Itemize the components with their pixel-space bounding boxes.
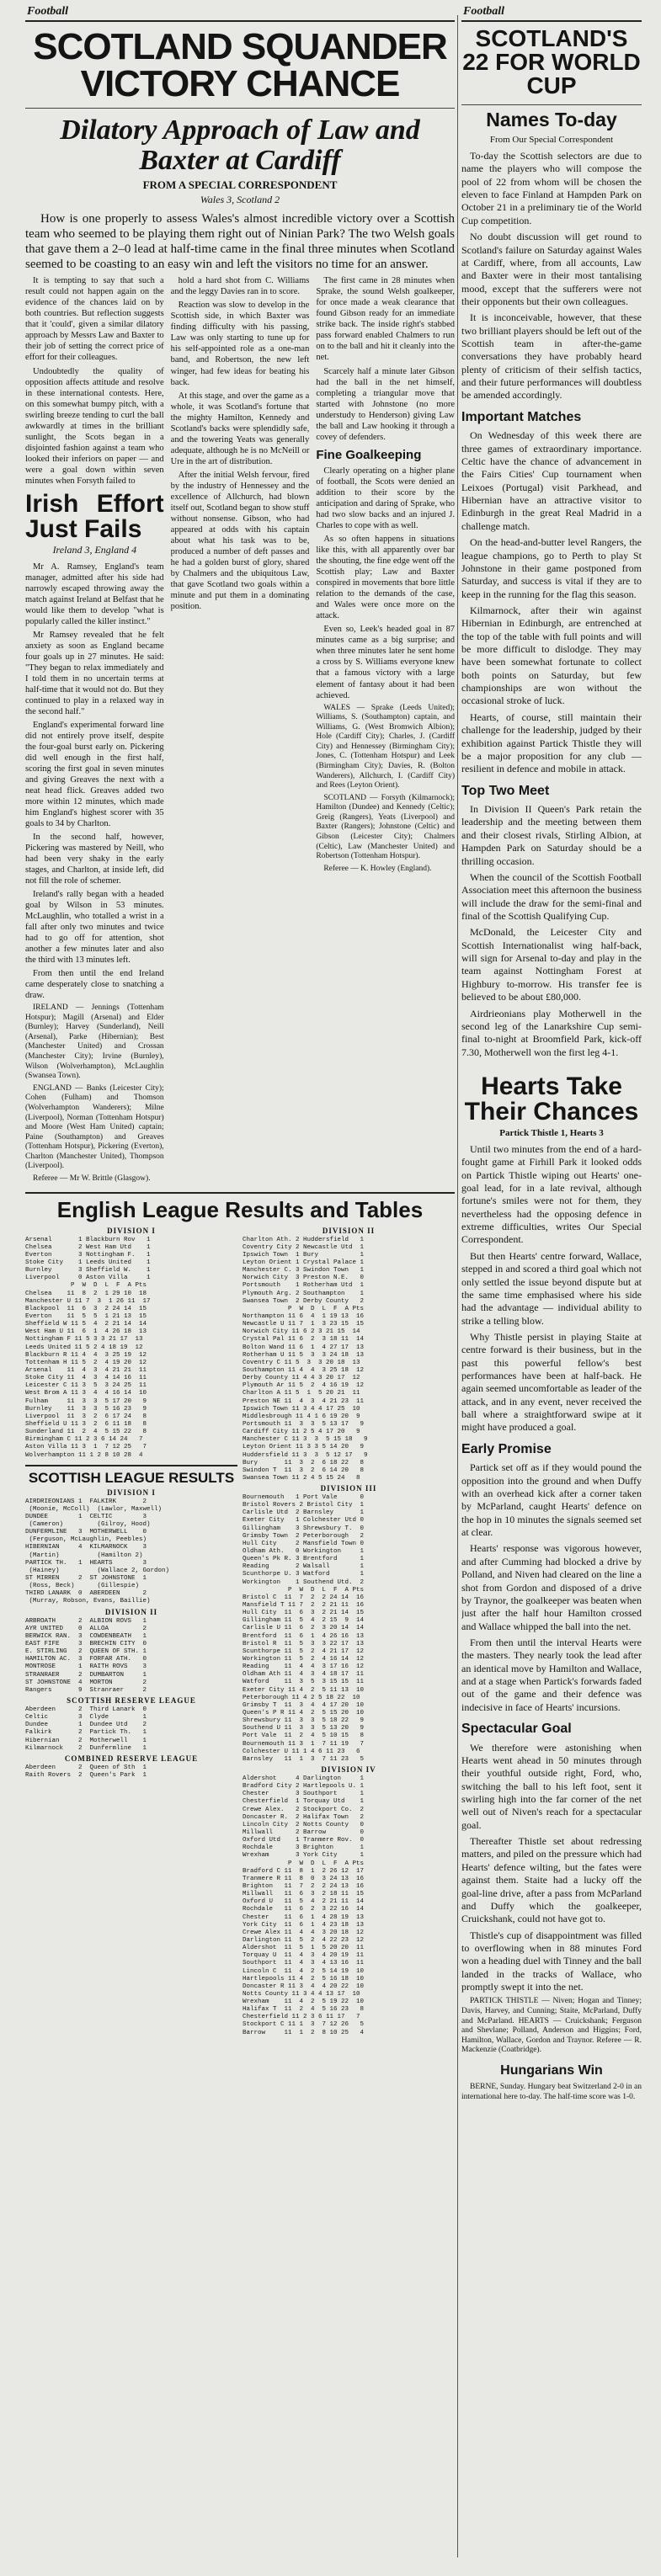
paragraph: Thistle's cup of disappointment was filled to overflowing when in 88 minutes Ford won a heading duel with Tinney and the ball landed in the tracks of Wallace, who promptly swept it into the net. [461, 1929, 642, 1993]
division-label: DIVISION I [107, 1488, 156, 1497]
results-block: ARBROATH 2 ALBION ROVS 1 AYR UNITED 0 ALLOA 2 BERWICK RAN. 3 COWDENBEATH 1 EAST FIFE 3 BRECHIN CITY 0 E. STIRLING 2 QUEEN OF STH. 1 HAMILTON AC. 3 FORFAR ATH. 0 MONTROSE 1 RAITH ROVS 3 STRANRAER 2 DUMBARTON 1 ST JOHNSTONE 4 MORTON 2 Rangers 9 Stranraer 2 [25, 1617, 147, 1694]
hearts-headline: Hearts Take Their Chances [464, 1072, 639, 1126]
scottish-league-header: SCOTTISH LEAGUE RESULTS [25, 1465, 237, 1487]
league-col-2 [243, 1225, 455, 2037]
hearts-article [461, 1143, 642, 2103]
results-block: Aldershot 4 Darlington 1 Bradford City 2 Hartlepools U. 1 Chester 3 Southport 1 Chesterfield 1 Torquay Utd 1 Crewe Alex. 2 Stockport Co. 2 Doncaster R. 2 Halifax Town 2 Lincoln City 2 Notts County 0 Millwall 2 Barrow 0 Oxford Utd 1 Tranmere Rov. 0 Rochdale 3 Brighton 1 Wrexham 3 York City 1 [243, 1775, 365, 1860]
paragraph: Kilmarnock, after their win against Hibernian in Edinburgh, are entrenched at the top of the table with full points and will be more difficult to dislodge. They may have been somewhat fortunate to collect both points on Saturday, but few championships are won without the occasional stroke of luck. [461, 604, 642, 707]
paragraph: Undoubtedly the quality of opposition affects attitude and resolve in these international contests. Here, on this somewhat bumpy pitch, with a swirling breeze tending to curl the ball awkwardly at times in the brilliant sunlight, the Scots began in a disjointed fashion against a team who looked their inferiors on paper — and were a goal down within seven minutes when Forsyth failed to [25, 366, 164, 486]
article-col-2 [171, 275, 310, 1186]
paragraph: On the head-and-butter level Rangers, the league champions, go to Perth to play St Johnstone in their game postponed from Saturday, and success is vital if they are to keep in the running for the flag this season. [461, 536, 642, 600]
right-headline: SCOTLAND'S 22 FOR WORLD CUP [462, 25, 641, 98]
paragraph: It is tempting to say that such a result could not happen again on the evidence of the chances laid on by both countries. But reflection suggests that it 'could', given a similar dilatory approach by Messrs Law and Baxter to their job of setting the correct price of effort for their colleagues. [25, 276, 164, 363]
crosshead: Fine Goalkeeping [316, 447, 422, 462]
hearts-score: Partick Thistle 1, Hearts 3 [499, 1127, 604, 1138]
section-label: Football [461, 0, 642, 22]
paragraph: Clearly operating on a higher plane of football, the Scots were denied an addition to their score by the anticipation and daring of Sprake, who had two slow backs and an injured J. Charles to cope with as well. [316, 466, 455, 531]
byline: From Our Special Correspondent [489, 135, 614, 145]
paragraph: In Division II Queen's Park retain the leadership and the meeting between them and their closest rivals, Stirling Albion, at Hampden Park on Saturday should be a thrilling occasion. [461, 803, 642, 867]
paragraph: Reaction was slow to develop in the Scottish side, in which Baxter was finding difficulty with his passing, Law was only starting to tune up for his self-appointed role as a one-man band, and Robertson, the new left winger, had few ideas for beating his back. [170, 301, 310, 387]
paragraph: But then Hearts' centre forward, Wallace, stepped in and scored a third goal which not only settled the issue beyond dispute but at the same time emphasised where his side had the advantage — individual ability to strike a telling blow. [461, 1249, 642, 1327]
names-headline: Names To-day [486, 109, 617, 130]
results-block: Aberdeen 2 Third Lanark 0 Celtic 3 Clyde 1 Dundee 1 Dundee Utd 2 Falkirk 2 Partick Th. 1 Hibernian 2 Motherwell 1 Kilmarnock 2 Dunfermline 1 [25, 1706, 147, 1752]
paragraph: We therefore were astonishing when Hearts went ahead in 50 minutes through their youthful outside right, Ford, who, switching the ball to his left foot, sent it swirling high into the far corner of the net well out of Niven's reach for a spectacular goal. [461, 1741, 642, 1831]
league-col-1 [25, 1225, 237, 2037]
match-score: Wales 3, Scotland 2 [200, 194, 280, 206]
division-label: COMBINED RESERVE LEAGUE [64, 1754, 199, 1763]
paragraph: The first came in 28 minutes when Sprake, the sound Welsh goalkeeper, for once made a weak clearance that found Gibson ready for an immediate strike back. The inside right's stabbed pass forward enabled Chalmers to run on to the ball and hit it cleanly into the net. [316, 276, 455, 363]
paragraph: BERNE, Sunday. Hungary beat Switzerland 2-0 in an international here to-day. The half-time score was 1-0. [461, 2083, 642, 2101]
league-table: P W D L F A Pts Bradford C 11 8 1 2 26 12 17 Tranmere R 11 8 0 3 24 13 16 Brighton 11 7 2 2 24 13 16 Millwall 11 6 3 2 18 11 15 Oxford U 11 5 4 2 21 11 14 Rochdale 11 6 2 3 22 16 14 Chester 11 6 1 4 28 19 13 York City 11 6 1 4 23 18 13 Crewe Alex 11 4 4 3 20 18 12 Darlington 11 5 2 4 22 23 12 Aldershot 11 5 1 5 20 20 11 Torquay U 11 4 3 4 20 19 11 Southport 11 4 3 4 13 16 11 Lincoln C 11 4 2 5 14 19 10 Hartlepools 11 4 2 5 16 18 10 Doncaster R 11 3 4 4 20 22 10 Notts County 11 3 4 4 13 17 10 Wrexham 11 4 2 5 19 22 10 Halifax T 11 2 4 5 16 23 8 Chesterfield 11 2 3 6 11 17 7 Stockport C 11 1 3 7 12 26 5 Barrow 11 1 2 8 10 25 4 [243, 1860, 365, 2036]
paragraph: Hearts' response was vigorous however, and after Cumming had blocked a drive by Polland, and Niven had cleared on the line a shot from Gordon and disposed of a drive by Traynor, the goalkeeper was beaten when just after the half hour Hamilton crossed and Wallace whipped the ball into the net. [461, 1542, 642, 1632]
byline: FROM A SPECIAL CORRESPONDENT [142, 178, 338, 192]
league-table: P W D L F A Pts Chelsea 11 8 2 1 29 10 18 Manchester U 11 7 3 1 26 11 17 Blackpool 11 6 3 2 24 14 15 Everton 11 5 5 1 21 13 15 Sheffield W 11 5 4 2 21 14 14 West Ham U 11 6 1 4 26 18 13 Nottingham F 11 5 3 3 21 17 13 Leeds United 11 5 2 4 18 19 12 Blackburn R 11 4 4 3 25 19 12 Tottenham H 11 5 2 4 19 20 12 Arsenal 11 4 3 4 21 21 11 Stoke City 11 4 3 4 14 16 11 Leicester C 11 3 5 3 24 25 11 West Brom A 11 3 4 4 16 14 10 Fulham 11 3 3 5 17 20 9 Burnley 11 3 3 5 16 23 9 Liverpool 11 3 2 6 17 24 8 Sheffield U 11 3 2 6 11 18 8 Sunderland 11 2 4 5 15 22 8 Birmingham C 11 2 3 6 14 24 7 Aston Villa 11 3 1 7 12 25 7 Wolverhampton 11 1 2 8 10 28 4 [25, 1282, 151, 1459]
paragraph: Hearts, of course, still maintain their challenge for the leadership, judged by their exhibition against Partick Thistle they will be a major proposition for any club — resilient in defence and mobile in attack. [461, 711, 642, 775]
article-col-3 [316, 275, 455, 1186]
results-block: Arsenal 1 Blackburn Rov 1 Chelsea 2 West Ham Utd 1 Everton 3 Nottingham F. 1 Stoke City 1 Leeds United 1 Burnley 3 Sheffield W. 1 Liverpool 0 Aston Villa 1 [25, 1236, 151, 1282]
team-list: IRELAND — Jennings (Tottenham Hotspur); Magill (Arsenal) and Elder (Burnley); Harvey (Sunderland), Neill (Arsenal), Parke (Hibernian); Best (Manchester United) and Crossan (Manchester City); Irvine (Burnley), Wilson (Wolverhampton), McLaughlin (Swansea Town). [25, 1003, 164, 1081]
crosshead: Top Two Meet [461, 783, 550, 798]
paragraph: Scarcely half a minute later Gibson had the ball in the net himself, completing a triangular move that started with Johnstone (no more understudy to Henderson) giving Law the ball and Law hooking it through a covey of defenders. [316, 366, 455, 442]
results-block: Charlton Ath. 2 Huddersfield 1 Coventry City 2 Newcastle Utd 1 Ipswich Town 1 Bury 1 Leyton Orient 1 Crystal Palace 1 Manchester C. 3 Swindon Town 1 Norwich City 3 Preston N.E. 0 Portsmouth 1 Rotherham Utd 1 Plymouth Arg. 2 Southampton 1 Swansea Town 2 Derby County 2 [243, 1236, 365, 1305]
division-label: DIVISION I [107, 1226, 156, 1235]
headline-rule [25, 108, 455, 109]
english-league-header: English League Results and Tables [25, 1192, 455, 1223]
article-lead: How is one properly to assess Wales's almost incredible victory over a Scottish team who seemed to be playing them right out of Ninian Park? The two Welsh goals that gave them a 2–0 lead at half-time came in the final three minutes when Scotland seemed to be coasting to an easy win and left the visitors no time for an answer. [25, 212, 455, 272]
league-tables [25, 1225, 455, 2037]
league-table: P W D L F A Pts Bristol C 11 7 2 2 24 14 16 Mansfield T 11 7 2 2 21 11 16 Hull City 11 6 3 2 21 14 15 Gillingham 11 5 4 2 15 9 14 Carlisle U 11 6 2 3 20 14 14 Brentford 11 6 1 4 26 16 13 Bristol R 11 5 3 3 22 17 13 Scunthorpe 11 5 2 4 21 17 12 Workington 11 5 2 4 16 14 12 Reading 11 4 4 3 17 16 12 Oldham Ath 11 4 3 4 18 17 11 Watford 11 3 5 3 15 15 11 Exeter City 11 4 2 5 11 13 10 Peterborough 11 4 2 5 18 22 10 Grimsby T 11 3 4 4 17 20 10 Queen's P R 11 4 2 5 15 20 10 Shrewsbury 11 3 3 5 18 22 9 Southend U 11 3 3 5 13 20 9 Port Vale 11 2 4 5 10 15 8 Bournemouth 11 3 1 7 11 19 7 Colchester U 11 1 4 6 11 23 6 Barnsley 11 1 3 7 11 23 5 [243, 1586, 365, 1763]
team-list: WALES — Sprake (Leeds United); Williams, S. (Southampton) captain, and Williams, G. (West Bromwich Albion); Hole (Cardiff City); Charles, J. (Cardiff City) and Hennessey (Birmingham City); Jones, C. (Tottenham Hotspur) and Leek (Birmingham City); Davies, R. (Bolton Wanderers), Allchurch, I. (Cardiff City) and Rees (Leyton Orient). [316, 703, 455, 790]
paragraph: Ireland's rally began with a headed goal by Wilson in 53 minutes. McLaughlin, who totalled a wrist in a fall after only two minutes and twice had to go off for attention, shot another a few minutes later and also the third with 13 minutes left. [25, 890, 164, 966]
paragraph: Mr Ramsey revealed that he felt anxiety as soon as England became four goals up in 27 minutes. He said: "They began to relax immediately and I told them in no uncertain terms at half-time that it would not do. But they continued to play in a relaxed way in the second half." [25, 630, 164, 716]
section-label: Football [25, 0, 455, 22]
column-rule [457, 15, 458, 2557]
article-col-1 [25, 275, 164, 1186]
division-label: DIVISION III [320, 1484, 377, 1493]
crosshead: Spectacular Goal [461, 1722, 572, 1737]
crosshead: Early Promise [461, 1441, 552, 1456]
league-table: P W D L F A Pts Northampton 11 6 4 1 19 13 16 Newcastle U 11 7 1 3 23 15 15 Norwich City 11 6 2 3 21 15 14 Crystal Pal 11 6 2 3 18 11 14 Bolton Wand 11 6 1 4 27 17 13 Rotherham U 11 5 3 3 24 18 13 Coventry C 11 5 3 3 20 18 13 Southampton 11 4 4 3 25 18 12 Derby County 11 4 4 3 20 17 12 Plymouth Ar 11 5 2 4 16 19 12 Charlton A 11 5 1 5 20 21 11 Preston NE 11 4 3 4 21 23 11 Ipswich Town 11 3 4 4 17 25 10 Middlesbrough 11 4 1 6 19 20 9 Portsmouth 11 3 3 5 13 17 9 Cardiff City 11 2 5 4 17 20 9 Manchester C 11 3 3 5 15 18 9 Leyton Orient 11 3 3 5 14 20 9 Huddersfield 11 3 3 5 12 17 9 Bury 11 3 2 6 18 22 8 Swindon T 11 3 2 6 14 20 8 Swansea Town 11 2 4 5 15 24 8 [243, 1305, 368, 1482]
paragraph: hold a hard shot from C. Williams and the leggy Davies ran in to score. [170, 276, 310, 297]
results-block: AIRDRIEONIANS 1 FALKIRK 2 (Moonie, McColl) (Lawlor, Maxwell) DUNDEE 1 CELTIC 3 (Cameron) (Gilroy, Hood) DUNFERMLINE 3 MOTHERWELL 0 (Ferguson, McLaughlin, Peebles) HIBERNIAN 4 KILMARNOCK 3 (Martin) (Hamilton 2) PARTICK TH. 1 HEARTS 3 (Hainey) (Wallace 2, Gordon) ST MIRREN 2 ST JOHNSTONE 1 (Ross, Beck) (Gillespie) THIRD LANARK 0 ABERDEEN 2 (Murray, Robson, Evans, Baillie) [25, 1498, 170, 1605]
paragraph: Why Thistle persist in playing Staite at centre forward is their business, but in the past this powerful fellow's best performances have been at half-back. He again seemed uncomfortable as leader of the attack, and in any event, never received the ball where a straightforward swipe at it might have produced a goal. [461, 1330, 642, 1434]
paragraph: To-day the Scottish selectors are due to name the players who will compose the pool of 22 from whom will be chosen the eleven to face Finland at Hampden Park on October 21 in a preliminary tie of the World Cup competition. [461, 150, 642, 226]
crosshead: Important Matches [461, 409, 582, 424]
results-block: Bournemouth 1 Port Vale 0 Bristol Rovers 2 Bristol City 1 Carlisle Utd 2 Barnsley 1 Exeter City 1 Colchester Utd 0 Gillingham 3 Shrewsbury T. 0 Grimsby Town 2 Peterborough 2 Hull City 2 Mansfield Town 0 Oldham Ath. 0 Workington 1 Queen's Pk R. 3 Brentford 1 Reading 2 Walsall 1 Scunthorpe U. 3 Watford 1 Workington 1 Southend Utd. 2 [243, 1494, 365, 1586]
team-list: SCOTLAND — Forsyth (Kilmarnock); Hamilton (Dundee) and Kennedy (Celtic); Greig (Rangers), Yeats (Liverpool) and Baxter (Rangers); Johnstone (Celtic) and Gibson (Leicester City); Chalmers (Celtic), Law (Manchester United) and Robertson (Tottenham Hotspur). [316, 793, 455, 861]
team-list: PARTICK THISTLE — Niven; Hogan and Tinney; Davis, Harvey, and Cunning; Staite, McParland, Duffy and McParland. HEARTS — Cruickshank; Ferguson and Shevlane; Polland, Anderson and Higgins; Ford, Hamilton, Wallace, Gordon and Traynor. Referee — R. Mackenzie (Coatbridge). [461, 1997, 642, 2055]
paragraph: Thereafter Thistle set about redressing matters, and piled on the pressure which had Hearts' defence wilting, but the fates were against them. Staite had a lucky off the goal-line drive, after a pass from McParland and Duffy which the goalkeeper, Cruickshank, could not have got to. [461, 1835, 642, 1925]
paragraph: After the initial Welsh fervour, fired by the industry of Hennessey and the excellence of Allchurch, had blown itself out, Scotland began to show stuff without nonsense. Gibson, who had appeared at odds with his captain about what his task was to be, produced a number of deft passes and he had a golden burst of glory, shared by Chalmers and the ubiquitous Law, that gave Scotland two goals within a minute and put them in a dominating position. [170, 470, 310, 611]
paragraph: Even so, Leek's headed goal in 87 minutes came as a big surprise; and when three minutes later he sent home a cross by S. Williams everyone knew that a famous victory with a large element of fantasy about it had been achieved. [316, 625, 455, 700]
paragraph: Mr A. Ramsey, England's team manager, admitted after his side had narrowly escaped throwing away the match against Ireland at Belfast that he would like them to develop "what is popularly called the killer instinct." [25, 562, 164, 626]
article-columns [25, 275, 455, 1186]
paragraph: Partick set off as if they would pound the opposition into the ground and when Duffy with an overhead kick after a corner taken by McParland, caught Hearts' defence on the hop in 10 minutes the signals seemed set at clear. [461, 1461, 642, 1539]
referee-line: Referee — Mr W. Brittle (Glasgow). [33, 1174, 151, 1183]
crosshead: Hungarians Win [500, 2062, 603, 2078]
paragraph: Until two minutes from the end of a hard-fought game at Firhill Park it looked odds on Partick Thistle wiping out Hearts' one-goal lead, for in a late revival, although fortune's smiles were not for them, they nevertheless had the opposing defence in extreme difficulties, writes Our Special Correspondent. [461, 1142, 642, 1246]
results-block: Aberdeen 2 Queen of Sth 1 Raith Rovers 2 Queen's Park 1 [25, 1764, 147, 1779]
paragraph: McDonald, the Leicester City and Scottish Internationalist wing half-back, will sign for Arsenal to-day and play in the team against Nottingham Forest at Highbury to-morrow. His transfer fee is believed to be about £80,000. [461, 926, 642, 1003]
referee-line: Referee — K. Howley (England). [323, 864, 432, 873]
names-article [461, 150, 642, 1059]
paragraph: As so often happens in situations like this, with all apparently over bar the shouting, the fine edge went off the Scottish play; Law and Baxter conspired in movements that bore little relation to the demands of the case, and Wales were once more on the attack. [316, 535, 455, 621]
paragraph: No doubt discussion will get round to Scotland's failure on Saturday against Wales at Cardiff, where, from all accounts, Law and Baxter were in their most tantalising mood, except that the sufferers were not their opponents but their own colleagues. [461, 231, 642, 307]
irish-score: Ireland 3, England 4 [52, 543, 137, 556]
division-label: SCOTTISH RESERVE LEAGUE [67, 1696, 196, 1706]
headline-rule [461, 104, 642, 105]
paragraph: From then until the end Ireland came desperately close to snatching a draw. [25, 969, 164, 1001]
division-label: DIVISION II [322, 1226, 376, 1235]
division-label: DIVISION II [104, 1607, 158, 1616]
paragraph: At this stage, and over the game as a whole, it was Scotland's fortune that the mighty Hamilton, Kennedy and Scotland's backs were splendidly safe, and the towering Yeats was generally adequate, although he is no McNeill or Ure in the art of distribution. [170, 391, 310, 466]
division-label: DIVISION IV [321, 1764, 376, 1774]
main-football-column [25, 0, 455, 2559]
irish-headline: Irish Effort Just Fails [25, 489, 164, 543]
paragraph: England's experimental forward line did not entirely prove itself, despite the four-goal burst early on. Pickering did well enough in the first half, scoring the first goal in seven minutes and giving Greaves the next with a neat head flick. Greaves added two more within 12 minutes, which made him England's highest scorer with 35 goals to 34 by Charlton. [25, 720, 164, 828]
paragraph: It is inconceivable, however, that these two brilliant players should be left out of the Scottish team in after-the-game conversations they have probably heard plenty of criticism of their selfish tactics, and their future performances will doubtless be amended accordingly. [461, 311, 642, 402]
paragraph: From then until the interval Hearts were the masters. They nearly took the lead after an identical move by Hamilton and Wallace, and at a stage when Partick's forwards faded out of the game and their defence was indecisive in face of Hearts' incursions. [461, 1636, 642, 1713]
paragraph: In the second half, however, Pickering was mastered by Neill, who had been very shaky in the early stages, and Charlton, at inside left, did not fill the role of schemer. [25, 832, 164, 886]
paragraph: When the council of the Scottish Football Association meet this afternoon the business will include the draw for the semi-final and final of the Scottish Qualifying Cup. [461, 870, 642, 922]
paragraph: On Wednesday of this week there are three games of extraordinary importance. Celtic have the chance of advancement in the Fairs Cities' Cup tournament when Leixoes (Portugal) visit Parkhead, and Hibernian have an attractive visitor to Edinburgh in the great Real Madrid in a challenge match. [461, 429, 642, 532]
right-football-column [461, 0, 642, 2559]
main-headline: SCOTLAND SQUANDER VICTORY CHANCE [33, 26, 447, 104]
team-list: ENGLAND — Banks (Leicester City); Cohen (Fulham) and Thomson (Wolverhampton Wanderers); Milne (Liverpool), Norman (Tottenham Hotspur) and Moore (West Ham United) captain; Paine (Southampton) and Greaves (Tottenham Hotspur), Pickering (Everton), Charlton (Manchester United), Thompson (Liverpool). [25, 1083, 164, 1171]
paragraph: Airdrieonians play Motherwell in the second leg of the Lanarkshire Cup semi-final to-night at Broomfield Park, kick-off 7.30, Motherwell won the first leg 4-1. [461, 1007, 642, 1058]
sub-headline: Dilatory Approach of Law and Baxter at Cardiff [60, 114, 420, 176]
